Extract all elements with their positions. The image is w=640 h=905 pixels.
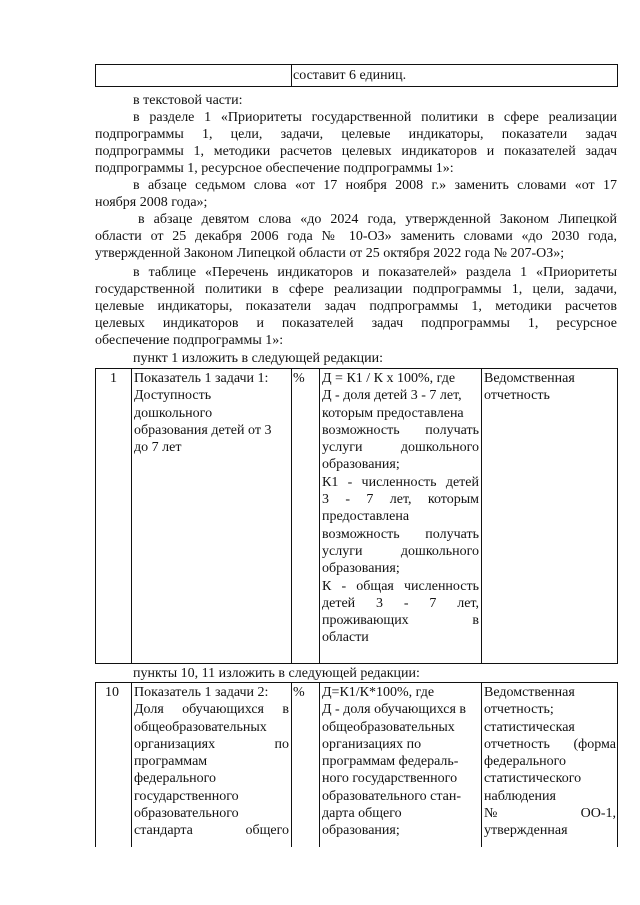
table2-formula: Д=К1/К*100%, где Д - доля обучающихся в общеобразовательных организациях по программам федераль- ного государственного образовательного стан- дарта общего образования; [322,685,467,839]
table2-unit: % [293,685,305,700]
table2-indicator: Показатель 1 задачи 2: Доля обучающихся в общеобразовательных организациях по программам федерального государственного образовательного стандарта общего [134,685,289,839]
table1-formula: Д = К1 / К х 100%, где Д - доля детей 3 - 7 лет, которым предоставлена возможность получать услуги дошкольного образования; К1 - численность детей 3 - 7 лет, которым предоставлена возможность получать услуги дошкольного образования; К - общая численность детей 3 - 7 лет, проживающих в области [322,371,479,646]
table1-indicator: Показатель 1 задачи 1: Доступность дошкольного образования детей от 3 до 7 лет [134,371,272,456]
top-table-cell-text: составит 6 единиц. [293,68,407,83]
paragraph-points-10-11: пункты 10, 11 изложить в следующей редакции: [133,666,420,681]
table1-source: Ведомственная отчетность [484,371,575,404]
table1-unit: % [293,371,305,386]
table2-source: Ведомственная отчетность; статистическая отчетность (форма федерального статистического наблюдения № ОО-1, утвержденная [484,685,616,839]
table2-number: 10 [105,685,119,700]
paragraph-text-part: в текстовой части: [133,93,243,108]
table1-number: 1 [110,371,117,386]
paragraph-point1: пункт 1 изложить в следующей редакции: [133,351,383,366]
